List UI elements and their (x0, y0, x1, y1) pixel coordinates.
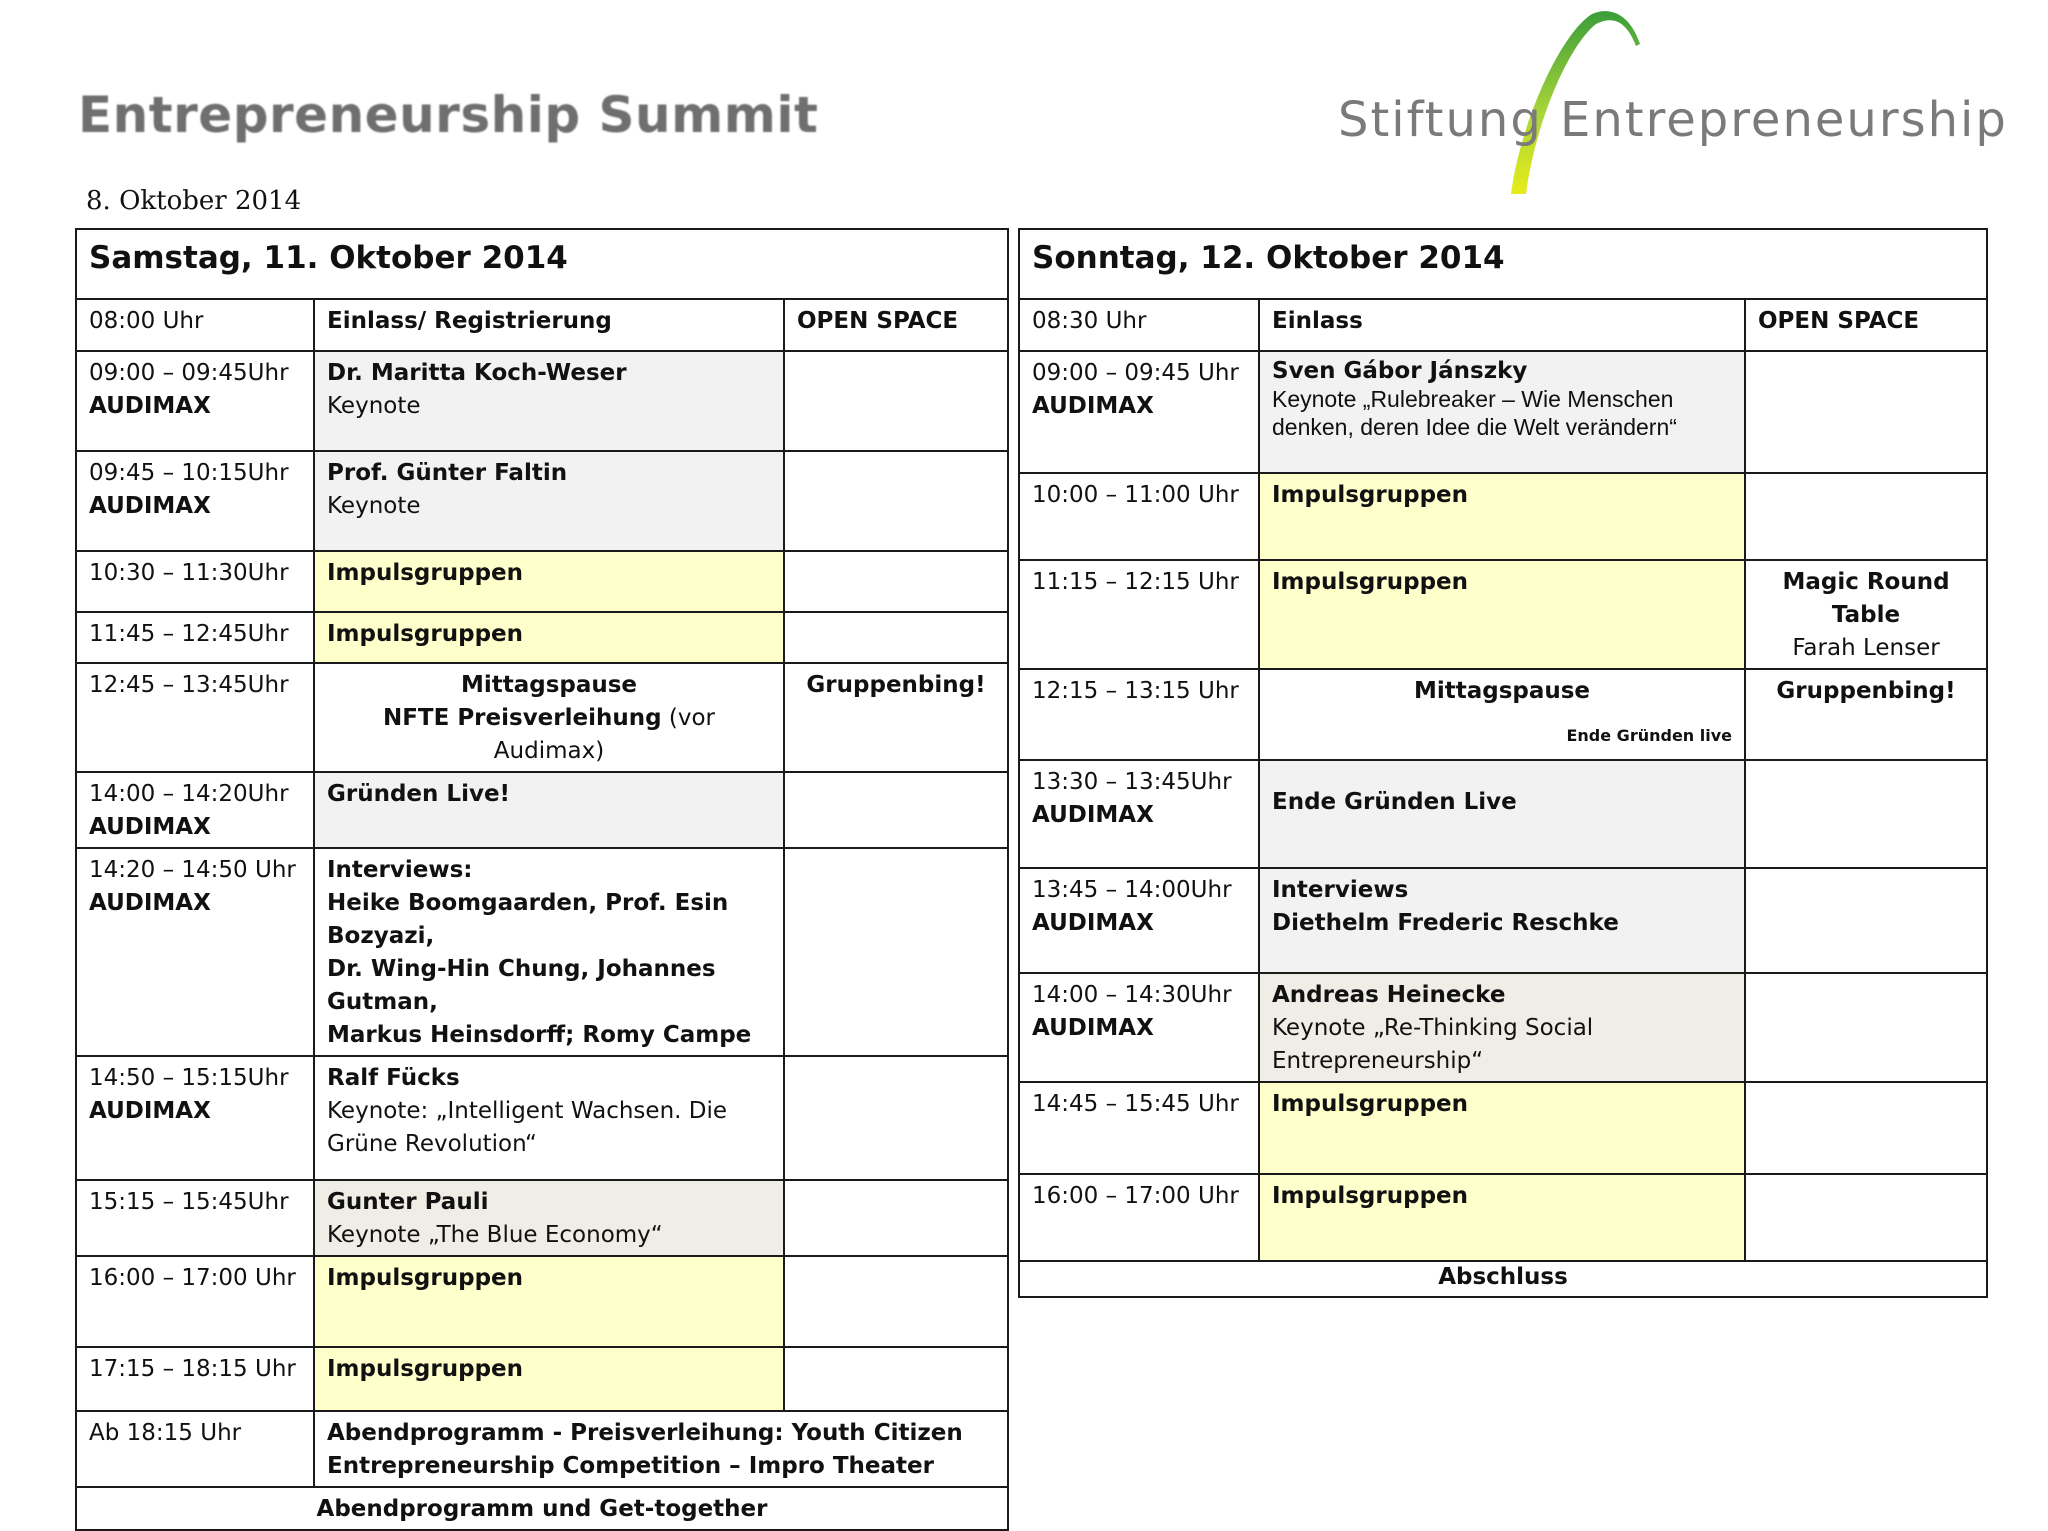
time-cell: 10:00 – 11:00 Uhr (1019, 473, 1259, 560)
table-row (1019, 669, 1987, 760)
open-space-cell (784, 1056, 1008, 1180)
table-row (76, 351, 1008, 451)
table-row (76, 1347, 1008, 1411)
saturday-title: Samstag, 11. Oktober 2014 (76, 229, 1008, 299)
time-cell: 09:00 – 09:45 Uhr AUDIMAX (1019, 351, 1259, 473)
table-row (1019, 473, 1987, 560)
table-row (76, 612, 1008, 663)
open-space-cell (784, 1256, 1008, 1347)
event-cell: Sven Gábor Jánszky Keynote „Rulebreaker – Wie Menschen denken, deren Idee die Welt verändern“ (1259, 351, 1745, 473)
event-cell: Ende Gründen Live (1259, 760, 1745, 868)
table-row (76, 551, 1008, 612)
event-cell: Impulsgruppen (1259, 473, 1745, 560)
table-row (76, 1411, 1008, 1487)
time-cell: 12:45 – 13:45Uhr (76, 663, 314, 772)
time-cell: 09:45 – 10:15Uhr AUDIMAX (76, 451, 314, 551)
table-row (1019, 760, 1987, 868)
event-cell: Abendprogramm - Preisverleihung: Youth Citizen Entrepreneurship Competition – Impro Theater (314, 1411, 1008, 1487)
open-space-cell (784, 612, 1008, 663)
time-cell: 09:00 – 09:45Uhr AUDIMAX (76, 351, 314, 451)
event-cell: Impulsgruppen (1259, 1174, 1745, 1261)
table-row (76, 1180, 1008, 1256)
open-space-cell (1745, 473, 1987, 560)
table-row (1019, 1082, 1987, 1174)
event-cell: Impulsgruppen (1259, 1082, 1745, 1174)
entrepreneurship-word: Entrepreneurship (1560, 92, 2008, 148)
open-space-header: OPEN SPACE (1745, 299, 1987, 351)
table-row (76, 848, 1008, 1056)
table-row (1019, 973, 1987, 1082)
time-cell: 14:45 – 15:45 Uhr (1019, 1082, 1259, 1174)
open-space-cell (784, 1180, 1008, 1256)
event-cell: Mittagspause NFTE Preisverleihung (vor Audimax) (314, 663, 784, 772)
open-space-cell (1745, 868, 1987, 973)
table-row (1019, 351, 1987, 473)
event-cell: Ralf Fücks Keynote: „Intelligent Wachsen. Die Grüne Revolution“ (314, 1056, 784, 1180)
open-space-cell (1745, 1174, 1987, 1261)
open-space-header: OPEN SPACE (784, 299, 1008, 351)
time-cell: 14:20 – 14:50 Uhr AUDIMAX (76, 848, 314, 1056)
open-space-cell (1745, 760, 1987, 868)
table-row (76, 1256, 1008, 1347)
open-space-cell (1745, 1082, 1987, 1174)
time-cell: 11:15 – 12:15 Uhr (1019, 560, 1259, 669)
event-cell: Gründen Live! (314, 772, 784, 848)
table-row (1019, 560, 1987, 669)
document-date: 8. Oktober 2014 (86, 186, 302, 216)
event-cell: Impulsgruppen (314, 551, 784, 612)
event-cell: Prof. Günter Faltin Keynote (314, 451, 784, 551)
event-cell: Impulsgruppen (314, 612, 784, 663)
time-cell: 16:00 – 17:00 Uhr (76, 1256, 314, 1347)
time-cell: 15:15 – 15:45Uhr (76, 1180, 314, 1256)
sunday-title-row (1019, 229, 1987, 299)
open-space-cell (1745, 351, 1987, 473)
event-cell: Impulsgruppen (314, 1347, 784, 1411)
table-row (76, 772, 1008, 848)
time-cell: 13:45 – 14:00Uhr AUDIMAX (1019, 868, 1259, 973)
open-space-cell: Gruppenbing! (784, 663, 1008, 772)
event-cell: Mittagspause Ende Gründen live (1259, 669, 1745, 760)
open-space-cell (784, 772, 1008, 848)
table-row (1019, 1261, 1987, 1297)
open-space-cell: Magic Round Table Farah Lenser (1745, 560, 1987, 669)
table-row (76, 663, 1008, 772)
event-cell: Gunter Pauli Keynote „The Blue Economy“ (314, 1180, 784, 1256)
table-row (1019, 1174, 1987, 1261)
open-space-cell (784, 351, 1008, 451)
footer-cell: Abendprogramm und Get-together (76, 1487, 1008, 1530)
open-space-cell (1745, 973, 1987, 1082)
open-space-cell (784, 1347, 1008, 1411)
time-cell: Ab 18:15 Uhr (76, 1411, 314, 1487)
event-cell: Impulsgruppen (314, 1256, 784, 1347)
time-cell: 08:00 Uhr (76, 299, 314, 351)
time-cell: 11:45 – 12:45Uhr (76, 612, 314, 663)
table-row (76, 1056, 1008, 1180)
sunday-title: Sonntag, 12. Oktober 2014 (1019, 229, 1987, 299)
open-space-cell (784, 551, 1008, 612)
event-cell: Interviews Diethelm Frederic Reschke (1259, 868, 1745, 973)
table-row (76, 1487, 1008, 1530)
stiftung-word: Stiftung (1338, 92, 1543, 148)
table-row (76, 451, 1008, 551)
time-cell: 14:50 – 15:15Uhr AUDIMAX (76, 1056, 314, 1180)
open-space-cell (784, 451, 1008, 551)
footer-cell: Abschluss (1019, 1261, 1987, 1297)
event-cell: Interviews: Heike Boomgaarden, Prof. Esin Bozyazi, Dr. Wing-Hin Chung, Johannes Gutman, Markus Heinsdorff; Romy Campe (314, 848, 784, 1056)
time-cell: 14:00 – 14:20Uhr AUDIMAX (76, 772, 314, 848)
time-cell: 08:30 Uhr (1019, 299, 1259, 351)
table-row (76, 299, 1008, 351)
time-cell: 13:30 – 13:45Uhr AUDIMAX (1019, 760, 1259, 868)
time-cell: 14:00 – 14:30Uhr AUDIMAX (1019, 973, 1259, 1082)
event-cell: Einlass/ Registrierung (314, 299, 784, 351)
open-space-cell: Gruppenbing! (1745, 669, 1987, 760)
event-cell: Einlass (1259, 299, 1745, 351)
stiftung-logo (1330, 4, 2008, 194)
event-cell: Impulsgruppen (1259, 560, 1745, 669)
event-cell: Dr. Maritta Koch-Weser Keynote (314, 351, 784, 451)
sunday-schedule-table (1018, 228, 1988, 1298)
saturday-schedule-table (75, 228, 1009, 1531)
time-cell: 10:30 – 11:30Uhr (76, 551, 314, 612)
table-row (1019, 868, 1987, 973)
summit-logo: Entrepreneurship Summit (78, 86, 819, 144)
time-cell: 12:15 – 13:15 Uhr (1019, 669, 1259, 760)
saturday-title-row (76, 229, 1008, 299)
time-cell: 17:15 – 18:15 Uhr (76, 1347, 314, 1411)
event-cell: Andreas Heinecke Keynote „Re-Thinking Social Entrepreneurship“ (1259, 973, 1745, 1082)
table-row (1019, 299, 1987, 351)
time-cell: 16:00 – 17:00 Uhr (1019, 1174, 1259, 1261)
open-space-cell (784, 848, 1008, 1056)
